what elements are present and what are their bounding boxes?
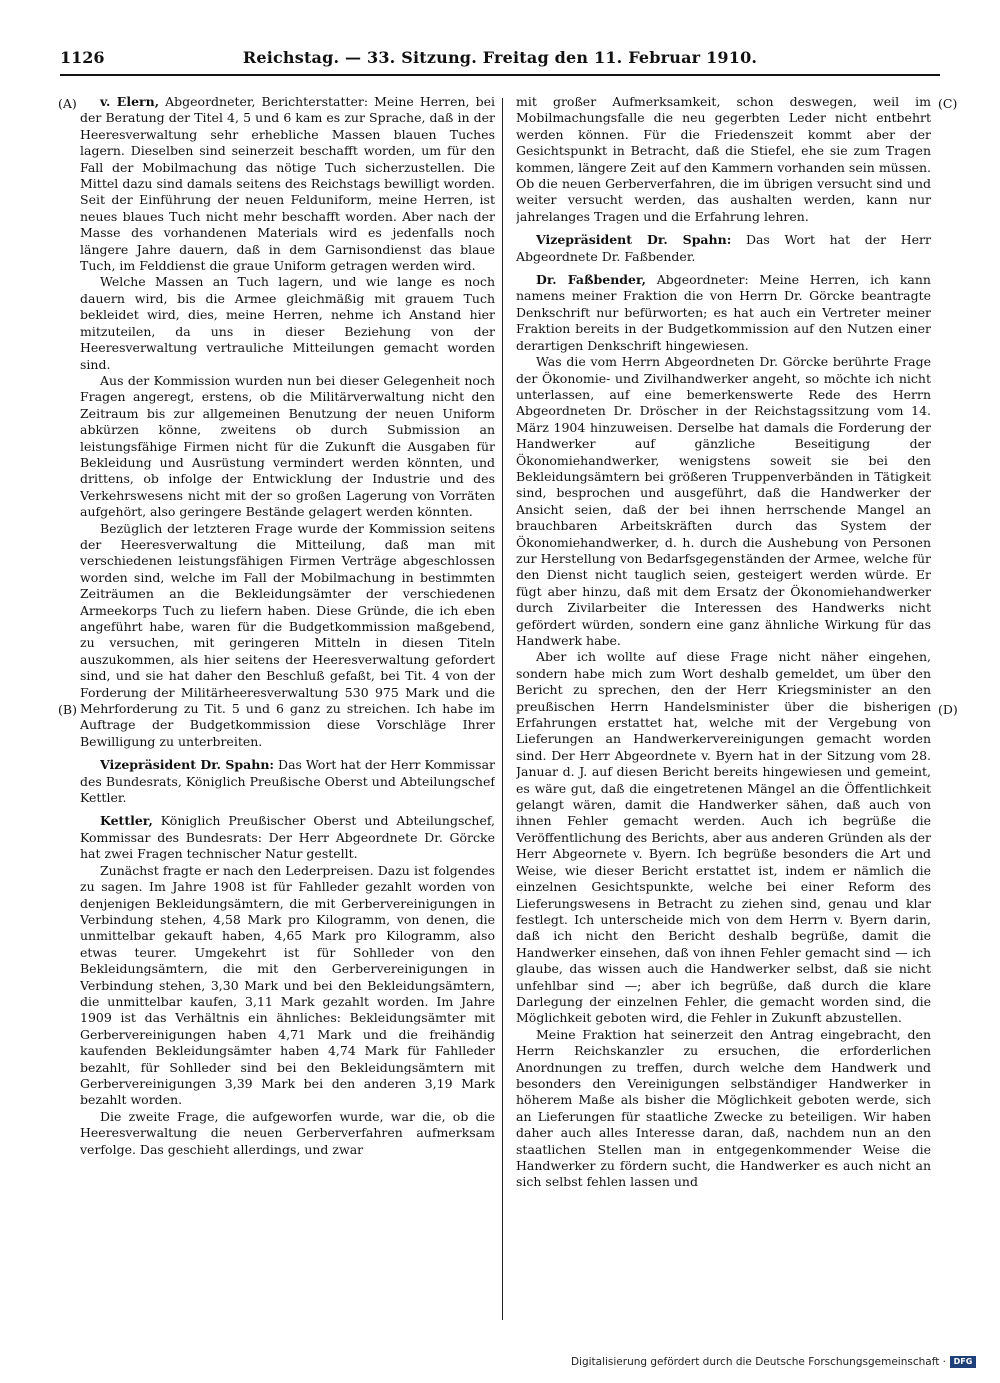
column-divider xyxy=(502,98,503,1320)
paragraph xyxy=(80,757,495,806)
right-column xyxy=(516,94,931,1320)
paragraph-text: Zunächst fragte er nach den Lederpreisen. Dazu ist folgendes zu sagen. Im Jahre 1908 ist für Fahlleder gezahlt worden von denjenigen Bekleidungsämtern, die mit Gerbervereinigungen in Verbindung stehen, 4,58 Mark pro Kilogramm, von denen, die unmittelbar gekauft haben, 4,65 Mark pro Kilogramm, also etwas teurer. Umgekehrt ist für Sohlleder von den Bekleidungsämtern, die mit den Gerbervereinigungen in Verbindung stehen, 3,30 Mark und bei den Bekleidungsämtern, die unmittelbar kaufen, 3,11 Mark gezahlt worden. Im Jahre 1909 ist das Verhältnis ein ähnliches: Bekleidungsämter mit Gerbervereinigungen haben 4,71 Mark und die freihändig kaufenden Bekleidungsämter haben 4,74 Mark für Fahlleder bezahlt, für Sohlleder sind bei den Bekleidungsämtern mit Gerbervereinigungen 3,39 Mark bei den anderen 3,19 Mark bezahlt worden. xyxy=(80,862,495,1108)
left-column xyxy=(80,94,495,1320)
digitization-footer xyxy=(571,1356,976,1368)
paragraph xyxy=(80,863,495,1109)
dfg-logo-icon: DFG xyxy=(950,1356,976,1368)
paragraph xyxy=(516,1027,931,1191)
paragraph-text: Das Wort hat der Herr Abgeordnete Dr. Faßbender. xyxy=(516,232,931,264)
speaker-name: Vizepräsident Dr. Spahn: xyxy=(536,232,732,248)
paragraph xyxy=(516,94,931,225)
running-title: Reichstag. — 33. Sitzung. Freitag den 11. Februar 1910. xyxy=(242,48,758,67)
paragraph xyxy=(80,274,495,372)
paragraph-text: Das Wort hat der Herr Kommissar des Bundesrats, Königlich Preußische Oberst und Abteilungschef Kettler. xyxy=(80,757,495,806)
paragraph xyxy=(516,232,931,265)
paragraph xyxy=(80,94,495,274)
paragraph xyxy=(516,649,931,1026)
speaker-name: Vizepräsident Dr. Spahn: xyxy=(100,757,275,773)
page-number: 1126 xyxy=(60,48,105,67)
paragraph-text: Welche Massen an Tuch lagern, und wie lange es noch dauern wird, bis die Armee gleichmäßig mit grauem Tuch bekleidet wird, dies, meine Herren, nehme ich Anstand hier mitzuteilen, da uns in dieser Beziehung von der Heeresverwaltung vertrauliche Mitteilungen gemacht worden sind. xyxy=(80,274,495,372)
footer-text: Digitalisierung gefördert durch die Deutsche Forschungsgemeinschaft · xyxy=(570,1356,946,1368)
paragraph xyxy=(516,272,931,354)
speaker-name: v. Elern, xyxy=(100,94,160,109)
paragraph-text: Meine Fraktion hat seinerzeit den Antrag eingebracht, den Herrn Reichskanzler zu ersuchen, die erforderlichen Anordnungen zu treffen, durch welche dem Handwerk und besonders den Vereinigungen selbständiger Handwerker in höherem Maße als bisher die Möglichkeit geboten werde, sich an Lieferungen für staatliche Zwecke zu beteiligen. Wir haben daher auch alles Interesse daran, daß, nachdem nun an den staatlichen Stellen man in entgegenkommender Weise die Handwerker zu fördern sucht, die Handwerker es auch nicht an sich selbst fehlen lassen und xyxy=(516,1026,931,1190)
paragraph-text: Aber ich wollte auf diese Frage nicht näher eingehen, sondern habe mich zum Wort deshalb gemeldet, um über den Bericht zu sprechen, den der Herr Kriegsminister an den preußischen Herrn Handelsminister über die bisherigen Erfahrungen erstattet hat, welche mit der Vergebung von Lieferungen an Handwerkervereinigungen gemacht worden sind. Der Herr Abgeordnete v. Byern hat in der Sitzung vom 28. Januar d. J. auf diesen Bericht bereits hingewiesen und gemeint, es wäre gut, daß die eingetretenen Mängel an die Öffentlichkeit gelangt wären, damit die Handwerker sähen, daß auch von ihnen Fehler gemacht werden. Auch ich begrüße die Veröffentlichung des Berichts, aber aus anderen Gründen als der Herr Abgeornete v. Byern. Ich begrüße besonders die Art und Weise, wie dieser Bericht erstattet ist, indem er nämlich die einzelnen Gesichtspunkte, welche bei einer Reform des Lieferungswesens in Betracht zu ziehen sind, genau und klar festlegt. Ich unterscheide mich von dem Herrn v. Byern darin, daß ich nicht den Bericht deshalb begrüße, damit die Handwerker einsehen, daß von ihnen Fehler gemacht sind — ich glaube, das wissen auch die Handwerker selbst, daß sie nicht unfehlbar sind —; aber ich begrüße, daß durch die klare Darlegung der einzelnen Fehler, die gemacht worden sind, die Möglichkeit geboten wird, die Fehler in Zukunft abzustellen. xyxy=(516,649,931,1026)
paragraph xyxy=(516,354,931,649)
paragraph-text: Königlich Preußischer Oberst und Abteilungschef, Kommissar des Bundesrats: Der Herr Abgeordnete Dr. Görcke hat zwei Fragen technischer Natur gestellt. xyxy=(80,813,495,862)
margin-mark-a: (A) xyxy=(58,96,77,111)
page-header xyxy=(60,48,940,76)
paragraph xyxy=(80,1109,495,1158)
margin-mark-c: (C) xyxy=(938,96,958,111)
speaker-name: Kettler, xyxy=(100,813,153,829)
margin-mark-b: (B) xyxy=(58,702,77,717)
paragraph-text: mit großer Aufmerksamkeit, schon deswegen, weil im Mobilmachungsfalle die neu gegerbten Leder nicht entbehrt werden können. Für die Friedenszeit kommt aber der Gesichtspunkt in Betracht, daß die Stiefel, ehe sie zum Tragen kommen, längere Zeit auf den Kammern vorhanden sein müssen. Ob die neuen Gerberverfahren, die im übrigen versucht sind und weiter versucht werden, das aushalten werden, kann nur jahrelanges Tragen und die Erfahrung lehren. xyxy=(516,94,931,224)
speaker-name: Dr. Faßbender, xyxy=(536,272,646,288)
paragraph-text: Abgeordneter: Meine Herren, ich kann namens meiner Fraktion die von Herrn Dr. Görcke beantragte Denkschrift nur befürworten; es hat auch ein Vertreter meiner Fraktion bereits in der Budgetkommission auf den Nutzen einer derartigen Denkschrift hingewiesen. xyxy=(516,272,931,353)
paragraph-text: Abgeordneter, Berichterstatter: Meine Herren, bei der Beratung der Titel 4, 5 und 6 kam es zur Sprache, daß in der Heeresverwaltung sehr erhebliche Massen blauen Tuches lagern. Dieselben sind seinerzeit beschafft worden, um für den Fall der Mobilmachung das nötige Tuch sicherzustellen. Die Mittel dazu sind damals seitens des Reichstags bewilligt worden. Seit der Einführung der neuen Felduniform, meine Herren, ist neues blaues Tuch nicht mehr beschafft worden. Aber nach der Masse des vorhandenen Materials wird es jedenfalls noch längere Jahre dauern, daß in dem Garnisondienst das blaue Tuch, im Felddienst die graue Uniform getragen werden wird. xyxy=(80,94,495,274)
paragraph-text: Die zweite Frage, die aufgeworfen wurde, war die, ob die Heeresverwaltung die neuen Gerberverfahren aufmerksam verfolge. Das geschieht allerdings, und zwar xyxy=(80,1108,495,1157)
margin-mark-d: (D) xyxy=(938,702,958,717)
paragraph-text: Aus der Kommission wurden nun bei dieser Gelegenheit noch Fragen angeregt, erstens, ob die Militärverwaltung nicht den Zeitraum bis zur allgemeinen Benutzung der neuen Uniform abkürzen könne, zweitens ob durch Submission an leistungsfähige Firmen nicht für die Zukunft die Ausgaben für Bekleidung und Ausrüstung vermindert werden könnten, und drittens, ob infolge der Entwicklung der Industrie und des Verkehrswesens nicht mit der so großen Lagerung von Vorräten aufgehört, also geringere Bestände gelagert werden könnten. xyxy=(80,372,495,520)
paragraph xyxy=(80,521,495,751)
paragraph-text: Was die vom Herrn Abgeordneten Dr. Görcke berührte Frage der Ökonomie- und Zivilhandwerker angeht, so möchte ich nicht unterlassen, auf eine bemerkenswerte Rede des Herrn Abgeordneten Dr. Dröscher in der Reichstagssitzung vom 14. März 1904 hinzuweisen. Derselbe hat damals die Forderung der Handwerker auf gänzliche Beseitigung der Ökonomiehandwerker, wenigstens soweit sie bei den Bekleidungsämtern bei größeren Truppenverbänden in Tätigkeit sind, besprochen und ausgeführt, daß die Handwerker der Ansicht seien, daß der bei ihnen herrschende Mangel an brauchbaren Arbeitskräften durch das System der Ökonomiehandwerker, d. h. durch die Aushebung von Personen zur Herstellung von Bedarfsgegenständen der Armee, welche für den Dienst nicht tauglich seien, gesteigert werden würde. Er fügt aber hinzu, daß mit dem Ersatz der Ökonomiehandwerker durch Zivilarbeiter die Interessen des Handwerks nicht gefördert würden, sondern eine ganz ähnliche Wirkung für das Handwerk habe. xyxy=(516,354,931,648)
header-rule xyxy=(60,74,940,76)
paragraph-text: Bezüglich der letzteren Frage wurde der Kommission seitens der Heeresverwaltung die Mitteilung, daß man mit verschiedenen leistungsfähigen Firmen Verträge abgeschlossen worden sind, welche im Fall der Mobilmachung in bestimmten Zeiträumen an die Bekleidungsämter der verschiedenen Armeekorps Tuch zu liefern haben. Diese Gründe, die ich eben angeführt habe, waren für die Budgetkommission maßgebend, zu versuchen, mit geringeren Mitteln in diesen Titeln auszukommen, als hier seitens der Heeresverwaltung gefordert sind, und sie hat daher den Beschluß gefaßt, bei Tit. 4 von der Forderung der Militärheeresverwaltung 530 975 Mark und die Mehrforderung zu Tit. 5 und 6 ganz zu streichen. Ich habe im Auftrage der Budgetkommission diese Vorschläge Ihrer Bewilligung zu unterbreiten. xyxy=(80,520,495,749)
paragraph xyxy=(80,813,495,862)
paragraph xyxy=(80,373,495,521)
